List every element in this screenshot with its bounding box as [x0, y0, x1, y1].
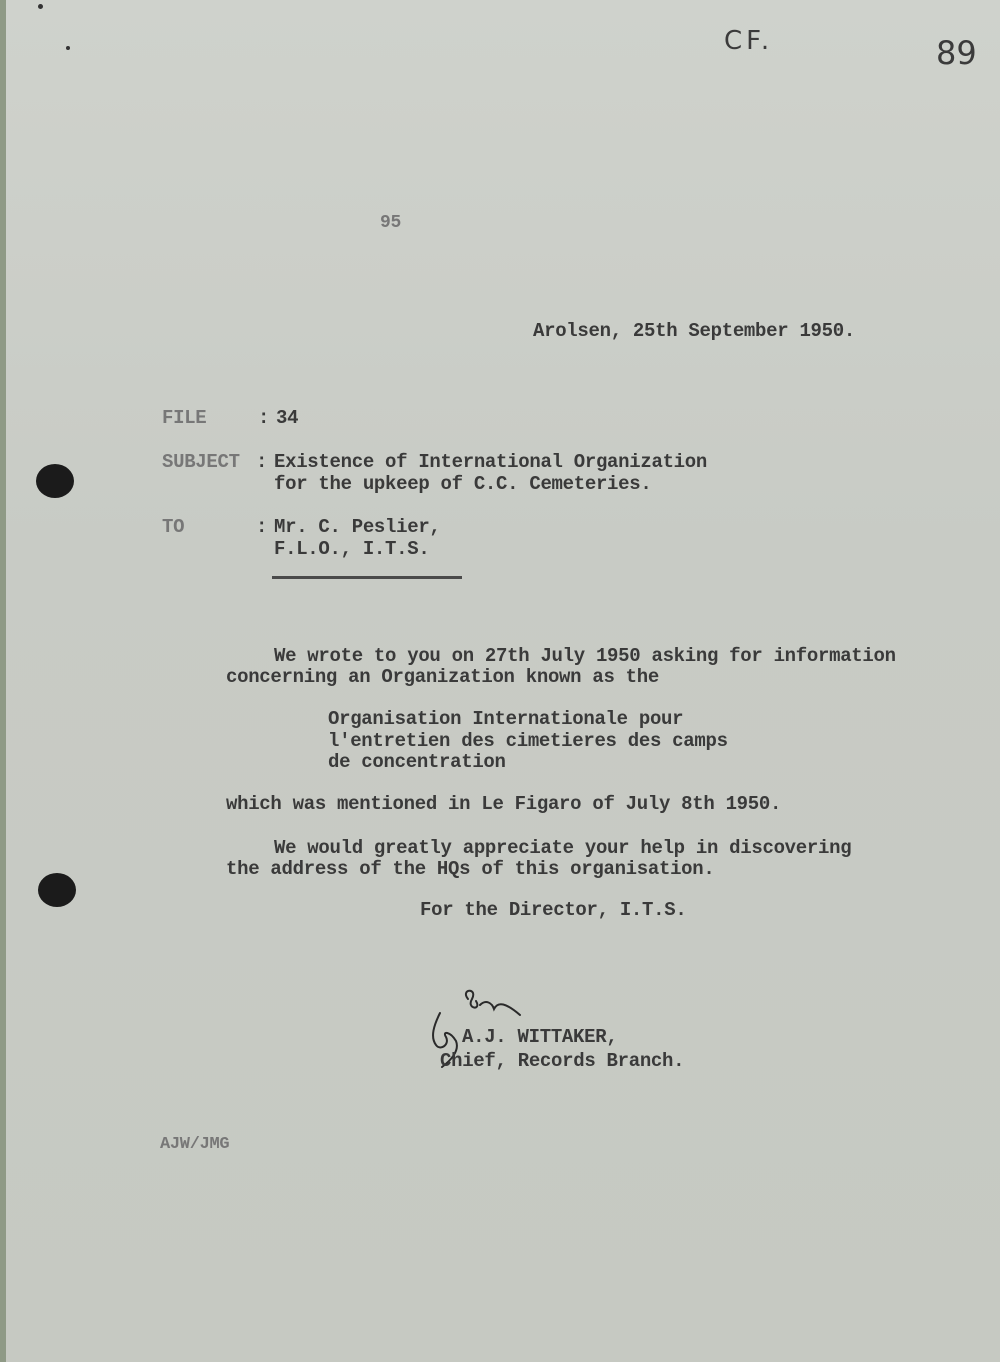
- place-date: Arolsen, 25th September 1950.: [533, 320, 855, 342]
- subject-separator: :: [256, 451, 268, 473]
- body-para3-line1: We would greatly appreciate your help in discovering: [274, 837, 852, 859]
- signatory-title: Chief, Records Branch.: [440, 1050, 685, 1072]
- handwritten-annotation: CF.: [724, 26, 774, 56]
- to-label: TO: [162, 516, 185, 538]
- body-para1-line1: We wrote to you on 27th July 1950 asking for information: [274, 645, 896, 667]
- speck: [66, 46, 70, 50]
- page-number: 89: [936, 34, 977, 72]
- signatory-name: A.J. WITTAKER,: [462, 1026, 618, 1048]
- page-edge: [0, 0, 6, 1362]
- header-underline: [272, 576, 462, 579]
- org-name-line2: l'entretien des cimetieres des camps: [328, 730, 728, 752]
- to-separator: :: [256, 516, 268, 538]
- subject-label: SUBJECT: [162, 451, 240, 473]
- file-separator: :: [258, 407, 270, 429]
- file-label: FILE: [162, 407, 207, 429]
- punch-hole: [36, 464, 74, 498]
- body-para1-line2: concerning an Organization known as the: [226, 666, 659, 688]
- body-para3-line2: the address of the HQs of this organisation.: [226, 858, 715, 880]
- body-para2: which was mentioned in Le Figaro of July 8th 1950.: [226, 793, 782, 815]
- speck: [38, 4, 43, 9]
- subject-line-1: Existence of International Organization: [274, 451, 707, 473]
- closing-line: For the Director, I.T.S.: [420, 899, 687, 921]
- punch-hole: [38, 873, 76, 907]
- org-name-line3: de concentration: [328, 751, 506, 773]
- to-line-1: Mr. C. Peslier,: [274, 516, 441, 538]
- org-name-line1: Organisation Internationale pour: [328, 708, 684, 730]
- stamp-number: 95: [380, 213, 402, 233]
- to-line-2: F.L.O., I.T.S.: [274, 538, 430, 560]
- reference-initials: AJW/JMG: [160, 1135, 230, 1154]
- subject-line-2: for the upkeep of C.C. Cemeteries.: [274, 473, 652, 495]
- file-value: 34: [276, 407, 299, 429]
